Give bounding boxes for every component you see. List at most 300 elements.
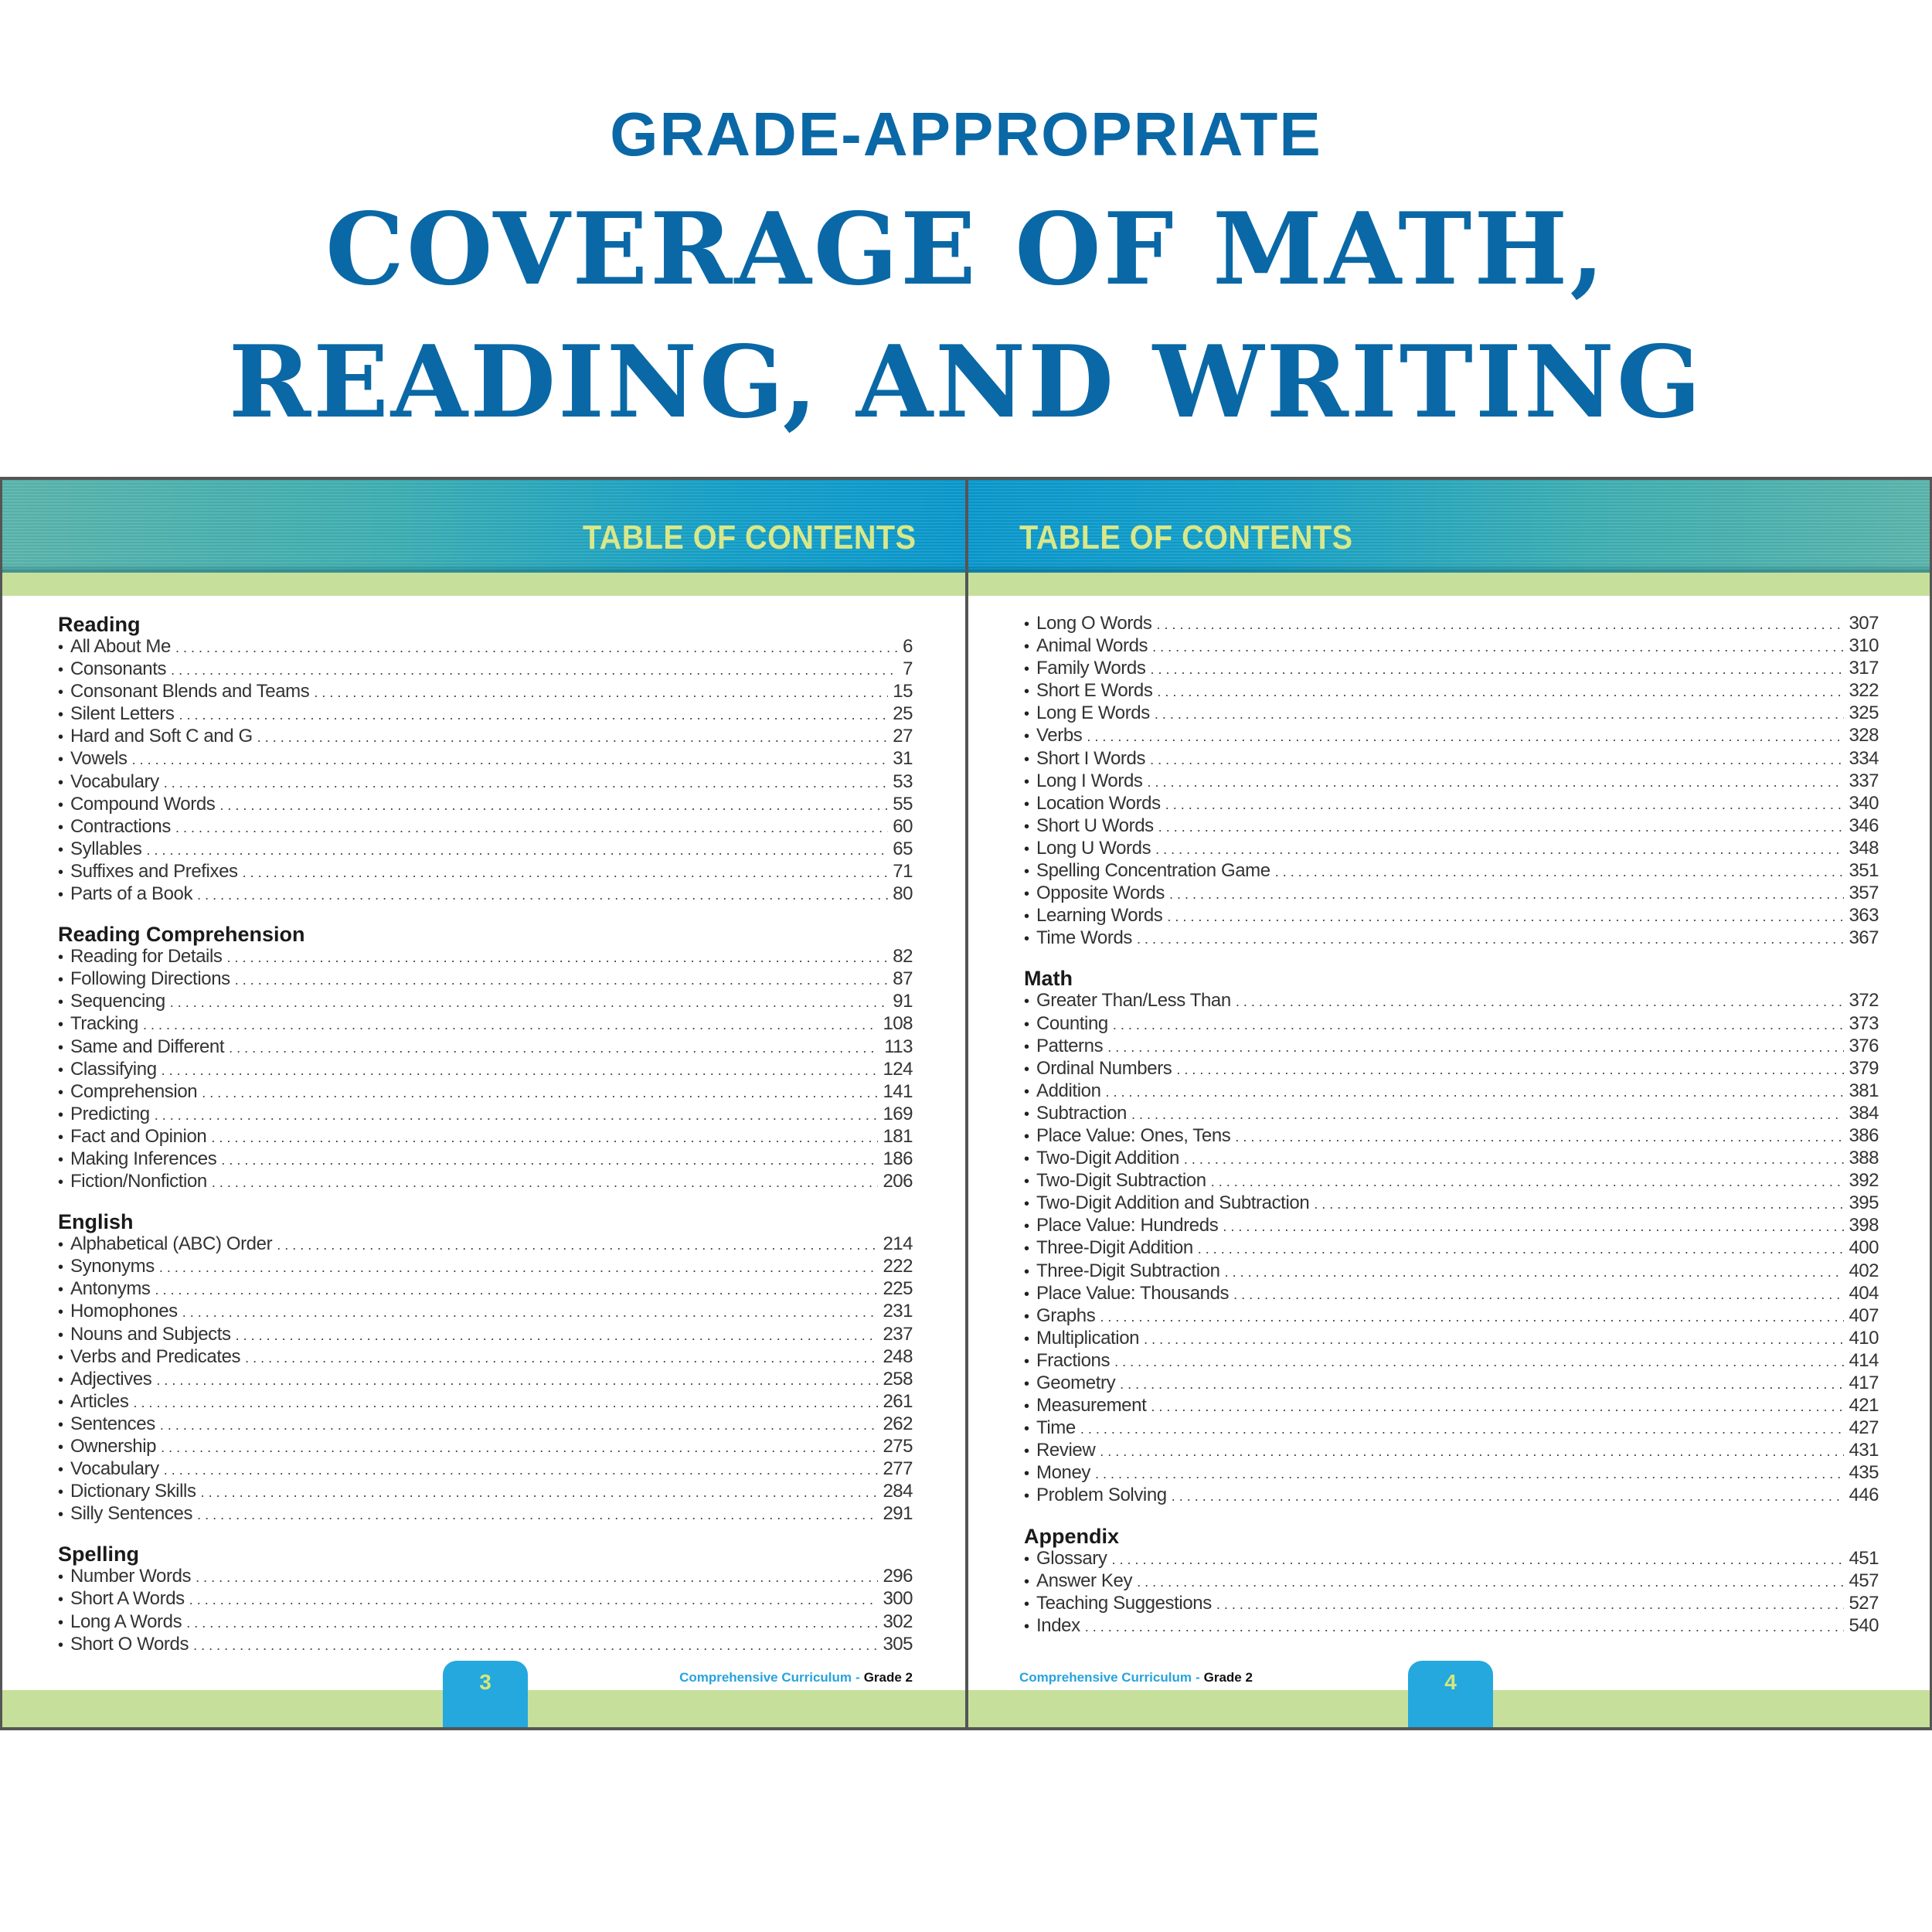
- dot-leader: [164, 1462, 879, 1478]
- dot-leader: [143, 1017, 879, 1033]
- dot-leader: [1155, 842, 1844, 858]
- page-number-tab: [443, 1661, 528, 1727]
- toc-entry: [1024, 1215, 1879, 1237]
- toc-entry-label: Following Directions: [70, 968, 230, 990]
- toc-entry: [58, 1413, 913, 1436]
- dot-leader: [182, 1304, 879, 1321]
- bullet-icon: •: [1024, 1263, 1030, 1281]
- toc-entry: [58, 1013, 913, 1036]
- toc-entry-page: 27: [893, 726, 913, 747]
- toc-entry-label: Sequencing: [70, 991, 165, 1012]
- toc-entry-label: Ordinal Numbers: [1036, 1057, 1172, 1079]
- footer-grade: Grade 2: [863, 1670, 913, 1685]
- toc-entry-label: Multiplication: [1036, 1327, 1140, 1349]
- toc-entry: [58, 991, 913, 1013]
- toc-entry-page: 363: [1849, 905, 1879, 927]
- toc-entry-label: Short I Words: [1036, 747, 1146, 769]
- bullet-icon: •: [58, 1106, 64, 1124]
- toc-entry-page: 296: [883, 1566, 913, 1587]
- dot-leader: [133, 1395, 878, 1411]
- toc-entry-label: Vocabulary: [70, 770, 159, 792]
- toc-entry: [1024, 1036, 1879, 1058]
- dot-leader: [1233, 1287, 1844, 1303]
- toc-entry: [58, 1171, 913, 1193]
- toc-entry: [1024, 927, 1879, 950]
- toc-entry-label: Animal Words: [1036, 635, 1148, 657]
- toc-entry: [58, 1126, 913, 1148]
- toc-entry-label: Money: [1036, 1462, 1091, 1484]
- toc-entry-page: 379: [1849, 1057, 1879, 1079]
- page-number: 3: [479, 1670, 492, 1694]
- toc-entry: [58, 703, 913, 726]
- bullet-icon: •: [58, 706, 64, 724]
- toc-entry-label: Subtraction: [1036, 1102, 1128, 1124]
- toc-entry-label: Alphabetical (ABC) Order: [70, 1233, 273, 1255]
- bullet-icon: •: [1024, 1060, 1030, 1078]
- toc-entry-page: 82: [893, 946, 913, 968]
- bullet-icon: •: [1024, 1443, 1030, 1461]
- toc-entry: [58, 861, 913, 883]
- bullet-icon: •: [1024, 1465, 1030, 1483]
- toc-entry: [58, 1104, 913, 1126]
- toc-entry-label: Fractions: [1036, 1349, 1111, 1371]
- toc-entry: [1024, 1260, 1879, 1283]
- toc-entry-page: 337: [1849, 770, 1879, 791]
- toc-entry-label: Two-Digit Addition: [1036, 1148, 1179, 1169]
- bullet-icon: •: [1024, 1128, 1030, 1145]
- hero-title-line-2: READING, AND WRITING: [228, 325, 1704, 440]
- toc-entry-page: 6: [903, 636, 913, 657]
- toc-entry-page: 113: [884, 1036, 913, 1057]
- dot-leader: [1155, 706, 1845, 723]
- toc-entry: [1024, 793, 1879, 815]
- toc-entry-label: Short A Words: [70, 1588, 185, 1610]
- toc-entry-page: 381: [1849, 1080, 1879, 1101]
- toc-entry-label: Two-Digit Subtraction: [1036, 1170, 1206, 1192]
- hero-subtitle: GRADE-APPROPRIATE: [610, 100, 1322, 168]
- dot-leader: [219, 798, 888, 814]
- dot-leader: [197, 1507, 878, 1523]
- bullet-icon: •: [58, 796, 64, 814]
- toc-section-heading: Spelling: [58, 1543, 140, 1566]
- toc-entry: [58, 1059, 913, 1081]
- bullet-icon: •: [1024, 1285, 1030, 1303]
- toc-entry: [58, 658, 913, 681]
- toc-entry-page: 248: [883, 1345, 913, 1367]
- bullet-icon: •: [58, 1304, 64, 1321]
- toc-entry: [1024, 613, 1879, 635]
- toc-entry-label: Compound Words: [70, 793, 216, 815]
- toc-entry-page: 386: [1849, 1124, 1879, 1146]
- bullet-icon: •: [58, 729, 64, 747]
- toc-entry-page: 291: [883, 1503, 913, 1525]
- dot-leader: [1172, 1488, 1845, 1505]
- page-left: [0, 480, 965, 1727]
- dot-leader: [146, 842, 888, 859]
- toc-entry-label: Family Words: [1036, 658, 1146, 679]
- toc-entry: [1024, 1570, 1879, 1593]
- toc-entry-label: Graphs: [1036, 1304, 1096, 1326]
- toc-entry: [1024, 1593, 1879, 1615]
- toc-entry-page: 417: [1849, 1372, 1879, 1393]
- toc-entry-label: Silent Letters: [70, 703, 175, 725]
- toc-entry-label: Long A Words: [70, 1611, 182, 1632]
- toc-entry-label: Synonyms: [70, 1256, 155, 1277]
- page-number-tab: [1408, 1661, 1493, 1727]
- toc-section-heading: Math: [1024, 967, 1073, 991]
- dot-leader: [132, 752, 889, 768]
- bullet-icon: •: [1024, 750, 1030, 768]
- dot-leader: [171, 662, 898, 679]
- toc-entry-label: Patterns: [1036, 1035, 1104, 1056]
- toc-entry-label: Parts of a Book: [70, 883, 193, 905]
- dot-leader: [189, 1592, 879, 1608]
- dot-leader: [1120, 1376, 1844, 1393]
- toc-entry-label: Counting: [1036, 1012, 1108, 1034]
- toc-entry: [1024, 1485, 1879, 1507]
- toc-list: [1024, 613, 1879, 1638]
- toc-entry: [1024, 1440, 1879, 1462]
- toc-entry-page: 317: [1849, 658, 1879, 679]
- bullet-icon: •: [58, 1174, 64, 1192]
- toc-entry: [1024, 702, 1879, 725]
- toc-entry-label: Consonants: [70, 658, 167, 680]
- toc-entry-page: 435: [1849, 1462, 1879, 1484]
- bullet-icon: •: [58, 1083, 64, 1101]
- toc-entry: [58, 883, 913, 906]
- toc-entry: [1024, 1417, 1879, 1440]
- toc-entry-page: 310: [1849, 635, 1879, 657]
- toc-entry-label: Long E Words: [1036, 702, 1150, 724]
- page-number: 4: [1444, 1670, 1457, 1694]
- banner-shadow: [2, 565, 965, 573]
- dot-leader: [221, 1152, 878, 1168]
- bullet-icon: •: [58, 949, 64, 967]
- bullet-icon: •: [58, 1484, 64, 1502]
- toc-entry-label: Making Inferences: [70, 1148, 217, 1169]
- toc-entry-page: 384: [1849, 1102, 1879, 1124]
- toc-entry-page: 169: [883, 1103, 913, 1124]
- toc-entry-label: Two-Digit Addition and Subtraction: [1036, 1192, 1310, 1214]
- toc-entry-label: Long O Words: [1036, 613, 1152, 634]
- toc-entry: [1024, 990, 1879, 1012]
- toc-entry-page: 71: [893, 860, 913, 882]
- toc-entry-label: Adjectives: [70, 1368, 152, 1389]
- toc-entry: [1024, 725, 1879, 747]
- toc-entry: [58, 1346, 913, 1369]
- toc-entry-page: 124: [883, 1058, 913, 1080]
- dot-leader: [243, 865, 889, 881]
- toc-entry: [58, 1301, 913, 1323]
- toc-entry: [1024, 1237, 1879, 1260]
- toc-entry-label: Silly Sentences: [70, 1503, 193, 1525]
- toc-entry-page: 186: [883, 1148, 913, 1169]
- toc-entry-page: 407: [1849, 1304, 1879, 1326]
- toc-entry-label: Greater Than/Less Than: [1036, 990, 1231, 1012]
- dot-leader: [162, 1063, 879, 1079]
- toc-entry-page: 55: [893, 793, 913, 815]
- bullet-icon: •: [1024, 1218, 1030, 1236]
- toc-entry-page: 427: [1849, 1417, 1879, 1439]
- bullet-icon: •: [58, 751, 64, 769]
- dot-leader: [1137, 931, 1844, 947]
- toc-entry-page: 307: [1849, 613, 1879, 634]
- toc-entry-label: Fact and Opinion: [70, 1125, 207, 1147]
- bullet-icon: •: [1024, 886, 1030, 903]
- bullet-icon: •: [58, 1461, 64, 1479]
- dot-leader: [1184, 1151, 1845, 1168]
- bullet-icon: •: [1024, 683, 1030, 701]
- toc-entry-label: Opposite Words: [1036, 883, 1165, 904]
- bullet-icon: •: [58, 1016, 64, 1034]
- bullet-icon: •: [58, 639, 64, 656]
- toc-entry-page: 322: [1849, 680, 1879, 702]
- dot-leader: [1165, 797, 1845, 813]
- toc-entry: [1024, 905, 1879, 927]
- toc-entry-page: 87: [893, 968, 913, 990]
- toc-entry-page: 346: [1849, 815, 1879, 836]
- bullet-icon: •: [58, 1326, 64, 1344]
- toc-entry-label: Measurement: [1036, 1395, 1147, 1417]
- toc-entry: [58, 1369, 913, 1391]
- toc-entry-label: Addition: [1036, 1080, 1101, 1101]
- toc-entry-label: Antonyms: [70, 1278, 151, 1300]
- bullet-icon: •: [58, 863, 64, 881]
- dot-leader: [1100, 1309, 1844, 1325]
- bullet-icon: •: [58, 886, 64, 904]
- toc-entry: [58, 1503, 913, 1526]
- dot-leader: [1137, 1574, 1844, 1590]
- toc-entry-page: 398: [1849, 1215, 1879, 1236]
- bullet-icon: •: [1024, 728, 1030, 746]
- dot-leader: [1080, 1421, 1845, 1437]
- toc-entry-label: Sentences: [70, 1413, 155, 1434]
- dot-leader: [1106, 1084, 1845, 1100]
- toc-entry: [58, 726, 913, 748]
- toc-entry-label: Place Value: Hundreds: [1036, 1215, 1219, 1236]
- toc-entry-label: Suffixes and Prefixes: [70, 860, 238, 882]
- toc-entry: [1024, 1462, 1879, 1485]
- bullet-icon: •: [1024, 1617, 1030, 1635]
- toc-entry-page: 400: [1849, 1237, 1879, 1259]
- toc-entry: [58, 1036, 913, 1059]
- dot-leader: [164, 775, 889, 791]
- toc-entry-label: Three-Digit Subtraction: [1036, 1260, 1220, 1281]
- toc-entry-page: 421: [1849, 1395, 1879, 1417]
- dot-leader: [227, 950, 889, 966]
- toc-entry-page: 334: [1849, 747, 1879, 769]
- toc-entry: [1024, 658, 1879, 680]
- toc-entry-label: Hard and Soft C and G: [70, 726, 253, 747]
- toc-entry: [58, 1611, 913, 1634]
- toc-entry: [58, 794, 913, 816]
- bullet-icon: •: [58, 1569, 64, 1587]
- hero-title-line-1: COVERAGE OF MATH,: [325, 192, 1607, 308]
- toc-entry-page: 348: [1849, 837, 1879, 859]
- toc-entry-page: 457: [1849, 1570, 1879, 1591]
- banner-title: TABLE OF CONTENTS: [582, 519, 916, 556]
- bullet-icon: •: [58, 1614, 64, 1631]
- bullet-icon: •: [1024, 706, 1030, 723]
- toc-entry-label: Consonant Blends and Teams: [70, 681, 310, 702]
- toc-entry-page: 414: [1849, 1349, 1879, 1371]
- toc-entry-label: Reading for Details: [70, 946, 223, 968]
- footer-brand: Comprehensive Curriculum: [1019, 1670, 1192, 1685]
- dot-leader: [1314, 1196, 1844, 1213]
- toc-entry: [1024, 1615, 1879, 1638]
- toc-entry-page: 141: [883, 1080, 913, 1102]
- banner-green-stripe: [2, 573, 965, 596]
- toc-section-heading: Reading: [58, 613, 141, 636]
- dot-leader: [1158, 819, 1845, 835]
- dot-leader: [1095, 1466, 1844, 1482]
- toc-entry-page: 351: [1849, 860, 1879, 882]
- toc-entry-label: Syllables: [70, 838, 142, 859]
- footer-credit: [1019, 1670, 1253, 1685]
- toc-entry-page: 91: [893, 991, 913, 1012]
- toc-entry: [58, 1391, 913, 1413]
- toc-entry-page: 357: [1849, 883, 1879, 904]
- toc-entry: [1024, 815, 1879, 838]
- dot-leader: [1216, 1597, 1845, 1613]
- bullet-icon: •: [1024, 818, 1030, 835]
- bullet-icon: •: [58, 662, 64, 679]
- toc-entry: [58, 1233, 913, 1256]
- bullet-icon: •: [1024, 1173, 1030, 1191]
- toc-entry: [1024, 1125, 1879, 1148]
- dot-leader: [1211, 1174, 1845, 1190]
- toc-entry-label: Long I Words: [1036, 770, 1143, 791]
- dot-leader: [257, 730, 889, 746]
- toc-entry-page: 181: [883, 1125, 913, 1147]
- toc-section-heading: Reading Comprehension: [58, 923, 305, 947]
- bullet-icon: •: [58, 818, 64, 836]
- dot-leader: [1169, 886, 1844, 903]
- bullet-icon: •: [1024, 1573, 1030, 1590]
- toc-entry-page: 527: [1849, 1592, 1879, 1614]
- toc-entry: [1024, 883, 1879, 905]
- bullet-icon: •: [1024, 1352, 1030, 1370]
- bullet-icon: •: [58, 684, 64, 702]
- toc-entry-page: 214: [883, 1233, 913, 1255]
- dot-leader: [156, 1372, 878, 1389]
- toc-entry: [1024, 748, 1879, 770]
- dot-leader: [1148, 774, 1845, 791]
- toc-entry-page: 367: [1849, 927, 1879, 949]
- toc-entry-page: 31: [893, 748, 913, 770]
- page-banner: [2, 480, 965, 573]
- toc-entry-page: 25: [893, 703, 913, 725]
- toc-entry: [1024, 1283, 1879, 1305]
- dot-leader: [201, 1485, 879, 1501]
- toc-entry-label: Learning Words: [1036, 905, 1163, 927]
- toc-entry-label: Articles: [70, 1390, 129, 1412]
- toc-entry-page: 7: [903, 658, 913, 680]
- dot-leader: [170, 995, 889, 1011]
- bullet-icon: •: [58, 1371, 64, 1389]
- dot-leader: [179, 707, 888, 723]
- toc-entry: [58, 1458, 913, 1481]
- dot-leader: [1087, 729, 1844, 745]
- toc-entry: [1024, 1013, 1879, 1036]
- bullet-icon: •: [58, 1151, 64, 1168]
- bullet-icon: •: [58, 994, 64, 1012]
- dot-leader: [186, 1615, 878, 1631]
- dot-leader: [235, 972, 889, 988]
- toc-entry-page: 328: [1849, 725, 1879, 747]
- dot-leader: [1176, 1062, 1844, 1078]
- toc-entry: [58, 1634, 913, 1656]
- toc-entry-label: Comprehension: [70, 1080, 198, 1102]
- toc-entry-label: Index: [1036, 1614, 1080, 1636]
- dot-leader: [314, 685, 888, 701]
- toc-entry-label: Dictionary Skills: [70, 1481, 196, 1502]
- toc-entry: [58, 1148, 913, 1171]
- toc-entry-page: 60: [893, 815, 913, 837]
- toc-entry-label: Long U Words: [1036, 837, 1151, 859]
- bullet-icon: •: [58, 1393, 64, 1411]
- toc-entry-label: Short U Words: [1036, 815, 1154, 836]
- toc-entry-page: 540: [1849, 1614, 1879, 1636]
- toc-entry: [1024, 770, 1879, 793]
- bullet-icon: •: [1024, 1240, 1030, 1258]
- bullet-icon: •: [1024, 1038, 1030, 1056]
- toc-entry: [58, 1256, 913, 1278]
- toc-entry: [1024, 1395, 1879, 1417]
- page-banner: [968, 480, 1930, 573]
- bullet-icon: •: [58, 1281, 64, 1299]
- dot-leader: [1150, 752, 1844, 768]
- dot-leader: [1131, 1107, 1844, 1123]
- bullet-icon: •: [1024, 1151, 1030, 1168]
- banner-green-stripe: [968, 573, 1930, 596]
- toc-entry: [58, 1278, 913, 1301]
- bullet-icon: •: [1024, 1550, 1030, 1568]
- toc-entry: [1024, 1080, 1879, 1103]
- bullet-icon: •: [58, 1439, 64, 1456]
- toc-entry-label: Verbs and Predicates: [70, 1345, 241, 1367]
- toc-entry: [58, 681, 913, 703]
- dot-leader: [1198, 1241, 1845, 1257]
- toc-entry-label: Problem Solving: [1036, 1485, 1167, 1506]
- toc-entry: [1024, 680, 1879, 702]
- toc-entry-page: 373: [1849, 1012, 1879, 1034]
- bullet-icon: •: [58, 1636, 64, 1654]
- toc-entry-page: 15: [893, 681, 913, 702]
- toc-section-heading: English: [58, 1210, 134, 1234]
- dot-leader: [277, 1237, 878, 1253]
- toc-entry-page: 325: [1849, 702, 1879, 724]
- bullet-icon: •: [1024, 1015, 1030, 1033]
- bullet-icon: •: [58, 1039, 64, 1056]
- bullet-icon: •: [1024, 1420, 1030, 1438]
- toc-entry-page: 376: [1849, 1035, 1879, 1056]
- dot-leader: [245, 1350, 878, 1366]
- dot-leader: [1113, 1017, 1845, 1033]
- toc-entry-page: 372: [1849, 990, 1879, 1012]
- toc-entry: [58, 968, 913, 991]
- dot-leader: [155, 1282, 879, 1298]
- toc-entry-page: 261: [883, 1390, 913, 1412]
- bullet-icon: •: [1024, 773, 1030, 791]
- toc-entry-page: 402: [1849, 1260, 1879, 1281]
- toc-entry-page: 451: [1849, 1547, 1879, 1569]
- dot-leader: [1225, 1264, 1845, 1281]
- toc-entry-page: 305: [883, 1633, 913, 1655]
- book-spread: [0, 477, 1932, 1730]
- toc-entry-label: Time Words: [1036, 927, 1133, 949]
- toc-entry: [58, 946, 913, 968]
